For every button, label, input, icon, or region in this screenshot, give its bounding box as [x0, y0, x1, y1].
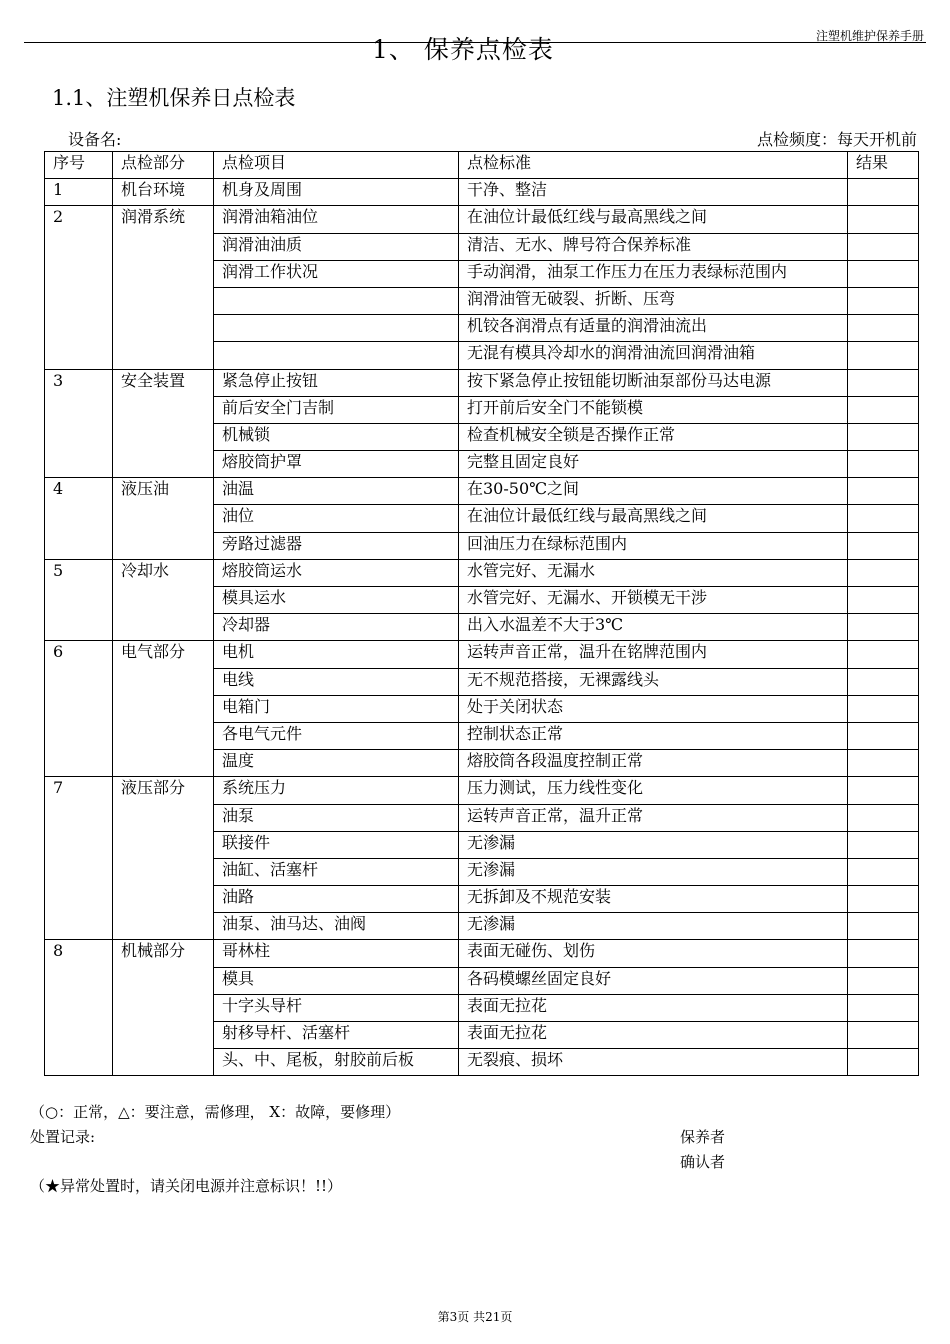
maintainer-label: 保养者: [680, 1128, 726, 1146]
cell-result[interactable]: [848, 423, 919, 450]
cell-item: 油泵: [214, 804, 459, 831]
cell-standard: 水管完好、无漏水、开锁模无干涉: [459, 587, 848, 614]
table-header-row: [45, 152, 919, 179]
header-result: 结果: [848, 152, 919, 179]
cell-item: 油泵、油马达、油阀: [214, 913, 459, 940]
cell-item: 旁路过滤器: [214, 532, 459, 559]
cell-result[interactable]: [848, 913, 919, 940]
cell-no: 3: [45, 369, 113, 478]
table-row: [45, 369, 919, 396]
cell-no: 5: [45, 559, 113, 641]
cell-item: 紧急停止按钮: [214, 369, 459, 396]
cell-item: 哥林柱: [214, 940, 459, 967]
table-row: [45, 559, 919, 586]
cell-standard: 无拆卸及不规范安装: [459, 886, 848, 913]
cell-result[interactable]: [848, 505, 919, 532]
cell-standard: 完整且固定良好: [459, 451, 848, 478]
page-title: 1、 保养点检表: [372, 35, 554, 64]
section-title: 1.1、注塑机保养日点检表: [52, 86, 296, 110]
table-body: [45, 179, 919, 1076]
cell-no: 7: [45, 777, 113, 940]
cell-result[interactable]: [848, 641, 919, 668]
cell-item: 油位: [214, 505, 459, 532]
cell-result[interactable]: [848, 1049, 919, 1076]
cell-result[interactable]: [848, 831, 919, 858]
cell-standard: 手动润滑，油泵工作压力在压力表绿标范围内: [459, 260, 848, 287]
cell-item: 润滑油箱油位: [214, 206, 459, 233]
cell-result[interactable]: [848, 315, 919, 342]
cell-part: 电气部分: [113, 641, 214, 777]
cell-item: 电机: [214, 641, 459, 668]
cell-standard: 打开前后安全门不能锁模: [459, 396, 848, 423]
header-standard: 点检标准: [459, 152, 848, 179]
cell-standard: 无裂痕、损坏: [459, 1049, 848, 1076]
cell-no: 1: [45, 179, 113, 206]
cell-result[interactable]: [848, 777, 919, 804]
cell-result[interactable]: [848, 722, 919, 749]
cell-no: 6: [45, 641, 113, 777]
cell-item: 熔胶筒运水: [214, 559, 459, 586]
cell-item: 温度: [214, 750, 459, 777]
cell-item: 冷却器: [214, 614, 459, 641]
manual-title: 注塑机维护保养手册: [815, 29, 924, 43]
cell-result[interactable]: [848, 478, 919, 505]
cell-no: 4: [45, 478, 113, 560]
header-no: 序号: [45, 152, 113, 179]
cell-result[interactable]: [848, 967, 919, 994]
cell-result[interactable]: [848, 668, 919, 695]
cell-standard: 压力测试，压力线性变化: [459, 777, 848, 804]
cell-item: 射移导杆、活塞杆: [214, 1022, 459, 1049]
cell-item: [214, 287, 459, 314]
cell-item: [214, 315, 459, 342]
cell-standard: 无渗漏: [459, 913, 848, 940]
table-row: [45, 478, 919, 505]
cell-result[interactable]: [848, 614, 919, 641]
cell-standard: 无渗漏: [459, 858, 848, 885]
cell-standard: 在油位计最低红线与最高黑线之间: [459, 505, 848, 532]
cell-item: 电箱门: [214, 695, 459, 722]
cell-result[interactable]: [848, 750, 919, 777]
cell-standard: 各码模螺丝固定良好: [459, 967, 848, 994]
cell-standard: 在油位计最低红线与最高黑线之间: [459, 206, 848, 233]
cell-standard: 表面无碰伤、划伤: [459, 940, 848, 967]
cell-item: 十字头导杆: [214, 994, 459, 1021]
cell-item: 油温: [214, 478, 459, 505]
table-row: [45, 940, 919, 967]
cell-result[interactable]: [848, 695, 919, 722]
cell-part: 冷却水: [113, 559, 214, 641]
cell-item: 各电气元件: [214, 722, 459, 749]
cell-item: 前后安全门吉制: [214, 396, 459, 423]
cell-part: 机台环境: [113, 179, 214, 206]
cell-standard: 出入水温差不大于3℃: [459, 614, 848, 641]
cell-item: 油缸、活塞杆: [214, 858, 459, 885]
cell-standard: 清洁、无水、牌号符合保养标准: [459, 233, 848, 260]
cell-no: 8: [45, 940, 113, 1076]
legend-text: （○：正常，△：要注意，需修理， X：故障，要修理）: [30, 1103, 401, 1121]
cell-item: 润滑工作状况: [214, 260, 459, 287]
cell-standard: 水管完好、无漏水: [459, 559, 848, 586]
cell-standard: 控制状态正常: [459, 722, 848, 749]
cell-part: 润滑系统: [113, 206, 214, 369]
cell-item: 润滑油油质: [214, 233, 459, 260]
header-part: 点检部分: [113, 152, 214, 179]
cell-standard: 回油压力在绿标范围内: [459, 532, 848, 559]
cell-result[interactable]: [848, 559, 919, 586]
cell-standard: 机铰各润滑点有适量的润滑油流出: [459, 315, 848, 342]
cell-item: 电线: [214, 668, 459, 695]
cell-standard: 无混有模具冷却水的润滑油流回润滑油箱: [459, 342, 848, 369]
cell-part: 机械部分: [113, 940, 214, 1076]
header-item: 点检项目: [214, 152, 459, 179]
cell-item: 模具运水: [214, 587, 459, 614]
page-footer: 第3页 共21页: [437, 1310, 513, 1324]
cell-standard: 无不规范搭接，无裸露线头: [459, 668, 848, 695]
cell-standard: 运转声音正常，温升在铭牌范围内: [459, 641, 848, 668]
cell-standard: 无渗漏: [459, 831, 848, 858]
cell-standard: 表面无拉花: [459, 1022, 848, 1049]
cell-item: 头、中、尾板，射胶前后板: [214, 1049, 459, 1076]
cell-item: 油路: [214, 886, 459, 913]
cell-result[interactable]: [848, 994, 919, 1021]
table-row: [45, 206, 919, 233]
cell-part: 液压油: [113, 478, 214, 560]
table-row: [45, 777, 919, 804]
cell-result[interactable]: [848, 233, 919, 260]
cell-standard: 润滑油管无破裂、折断、压弯: [459, 287, 848, 314]
cell-item: 联接件: [214, 831, 459, 858]
cell-item: 模具: [214, 967, 459, 994]
cell-item: 机身及周围: [214, 179, 459, 206]
cell-standard: 熔胶筒各段温度控制正常: [459, 750, 848, 777]
warning-note: （★异常处置时，请关闭电源并注意标识！!!）: [30, 1177, 343, 1195]
cell-result[interactable]: [848, 804, 919, 831]
cell-part: 液压部分: [113, 777, 214, 940]
cell-result[interactable]: [848, 532, 919, 559]
cell-item: 系统压力: [214, 777, 459, 804]
cell-result[interactable]: [848, 342, 919, 369]
cell-result[interactable]: [848, 587, 919, 614]
cell-result[interactable]: [848, 940, 919, 967]
cell-result[interactable]: [848, 451, 919, 478]
table-row: [45, 179, 919, 206]
cell-result[interactable]: [848, 886, 919, 913]
confirmer-label: 确认者: [680, 1153, 726, 1171]
cell-result[interactable]: [848, 206, 919, 233]
cell-part: 安全装置: [113, 369, 214, 478]
cell-result[interactable]: [848, 179, 919, 206]
inspection-table: [44, 151, 919, 1076]
table-row: [45, 641, 919, 668]
cell-standard: 检查机械安全锁是否操作正常: [459, 423, 848, 450]
cell-no: 2: [45, 206, 113, 369]
cell-standard: 干净、整洁: [459, 179, 848, 206]
equipment-name-label: 设备名:: [68, 130, 122, 149]
record-label: 处置记录:: [30, 1128, 96, 1146]
cell-result[interactable]: [848, 260, 919, 287]
cell-result[interactable]: [848, 287, 919, 314]
cell-standard: 在30-50℃之间: [459, 478, 848, 505]
cell-standard: 处于关闭状态: [459, 695, 848, 722]
cell-standard: 按下紧急停止按钮能切断油泵部份马达电源: [459, 369, 848, 396]
cell-item: [214, 342, 459, 369]
inspection-frequency: 点检频度：每天开机前: [756, 130, 917, 149]
cell-result[interactable]: [848, 396, 919, 423]
cell-item: 熔胶筒护罩: [214, 451, 459, 478]
cell-standard: 表面无拉花: [459, 994, 848, 1021]
cell-result[interactable]: [848, 858, 919, 885]
cell-result[interactable]: [848, 1022, 919, 1049]
cell-standard: 运转声音正常，温升正常: [459, 804, 848, 831]
cell-item: 机械锁: [214, 423, 459, 450]
cell-result[interactable]: [848, 369, 919, 396]
